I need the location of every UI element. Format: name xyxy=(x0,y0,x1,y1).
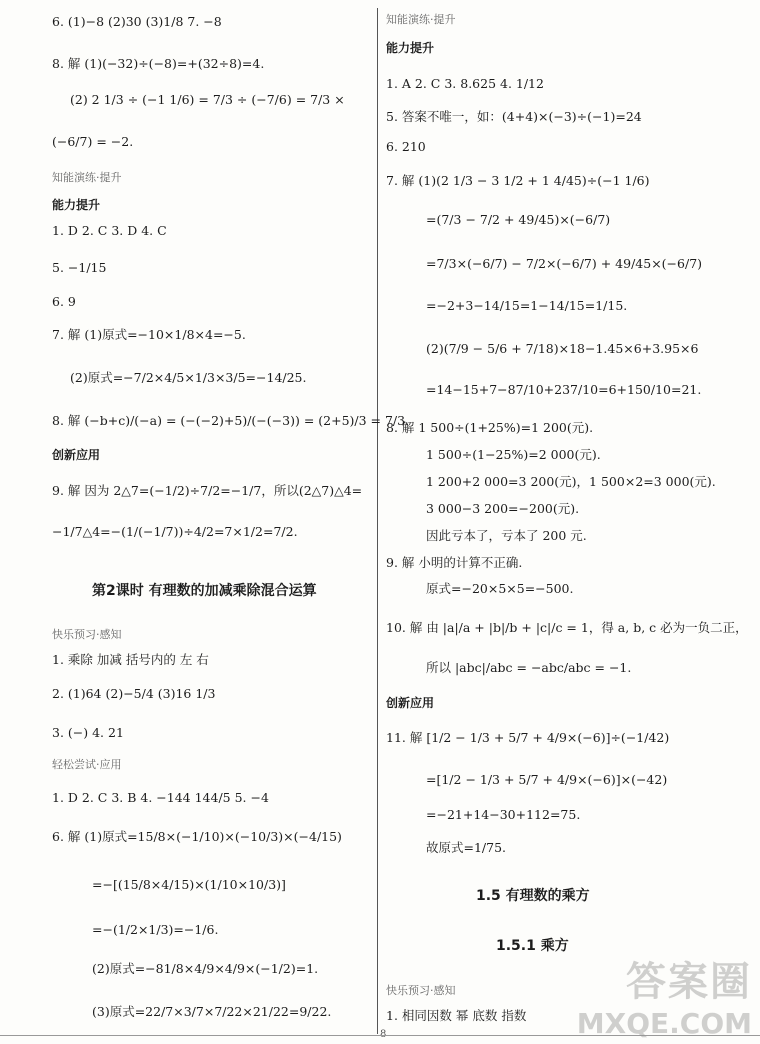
answer-line: 3 000−3 200=−200(元). xyxy=(426,501,580,516)
answer-line: 1. 相同因数 幂 底数 指数 xyxy=(386,1008,527,1023)
answer-line: 因此亏本了，亏本了 200 元. xyxy=(426,528,587,543)
answer-line: 1. A 2. C 3. 8.625 4. 1/12 xyxy=(386,76,544,91)
answer-line: 8. 解 (1)(−32)÷(−8)=+(32÷8)=4. xyxy=(52,56,265,71)
answer-line: =7/3×(−6/7) − 7/2×(−6/7) + 49/45×(−6/7) xyxy=(426,256,703,271)
answer-line: 2. (1)64 (2)−5/4 (3)16 1/3 xyxy=(52,686,216,701)
answer-line: 5. −1/15 xyxy=(52,260,107,275)
answer-line: (2)(7/9 − 5/6 + 7/18)×18−1.45×6+3.95×6 xyxy=(426,341,699,356)
section-label: 知能演练·提升 xyxy=(52,171,122,184)
answer-line: 10. 解 由 |a|/a + |b|/b + |c|/c = 1，得 a, b, c 必为一负二正， xyxy=(386,620,748,635)
answer-line: −1/7△4=−(1/(−1/7))÷4/2=7×1/2=7/2. xyxy=(52,524,298,539)
section-label: 轻松尝试·应用 xyxy=(52,758,122,771)
right-column xyxy=(386,0,748,1044)
lesson-title: 第2课时 有理数的加减乘除混合运算 xyxy=(92,583,317,599)
answer-line: 8. 解 (−b+c)/(−a) = (−(−2)+5)/(−(−3)) = (2+5)/3 = 7/3. xyxy=(52,413,410,428)
answer-line: 7. 解 (1)(2 1/3 − 3 1/2 + 1 4/45)÷(−1 1/6) xyxy=(386,173,650,188)
answer-line: 6. 解 (1)原式=15/8×(−1/10)×(−10/3)×(−4/15) xyxy=(52,829,342,844)
watermark: 答案圈 MXQE.COM xyxy=(576,959,752,1040)
section-title: 1.5 有理数的乘方 xyxy=(476,888,590,904)
answer-line: 6. 9 xyxy=(52,294,76,309)
answer-line: =(7/3 − 7/2 + 49/45)×(−6/7) xyxy=(426,212,611,227)
answer-line: (2)原式=−7/2×4/5×1/3×3/5=−14/25. xyxy=(70,370,307,385)
answer-line: =−[(15/8×4/15)×(1/10×10/3)] xyxy=(92,877,286,892)
answer-line: (−6/7) = −2. xyxy=(52,134,134,149)
answer-line: 1. D 2. C 3. D 4. C xyxy=(52,223,167,238)
section-heading: 能力提升 xyxy=(52,198,101,212)
answer-line: 9. 解 因为 2△7=(−1/2)÷7/2=−1/7，所以(2△7)△4= xyxy=(52,483,363,498)
answer-line: 1 200+2 000=3 200(元)，1 500×2=3 000(元). xyxy=(426,474,716,489)
answer-line: 7. 解 (1)原式=−10×1/8×4=−5. xyxy=(52,327,246,342)
section-heading: 创新应用 xyxy=(52,448,101,462)
answer-line: =−21+14−30+112=75. xyxy=(426,807,581,822)
answer-line: 8. 解 1 500÷(1+25%)=1 200(元). xyxy=(386,420,594,435)
section-label: 快乐预习·感知 xyxy=(52,628,122,641)
section-label: 知能演练·提升 xyxy=(386,13,456,26)
answer-line: 9. 解 小明的计算不正确. xyxy=(386,555,523,570)
column-divider xyxy=(377,8,378,1034)
subsection-title: 1.5.1 乘方 xyxy=(496,938,569,954)
answer-line: =−2+3−14/15=1−14/15=1/15. xyxy=(426,298,628,313)
answer-line: =14−15+7−87/10+237/10=6+150/10=21. xyxy=(426,382,702,397)
answer-line: 6. 210 xyxy=(386,139,426,154)
page-footer-rule xyxy=(0,1035,760,1044)
answer-line: 5. 答案不唯一，如：(4+4)×(−3)÷(−1)=24 xyxy=(386,109,642,124)
answer-line: (2)原式=−81/8×4/9×4/9×(−1/2)=1. xyxy=(92,961,319,976)
answer-line: 3. (−) 4. 21 xyxy=(52,725,124,740)
answer-line: (2) 2 1/3 ÷ (−1 1/6) = 7/3 ÷ (−7/6) = 7/3 × xyxy=(70,92,345,107)
section-heading: 能力提升 xyxy=(386,41,435,55)
answer-line: 1. 乘除 加减 括号内的 左 右 xyxy=(52,652,209,667)
answer-line: 所以 |abc|/abc = −abc/abc = −1. xyxy=(426,660,632,675)
answer-line: 1. D 2. C 3. B 4. −144 144/5 5. −4 xyxy=(52,790,269,805)
answer-line: 故原式=1/75. xyxy=(426,840,507,855)
answer-line: 6. (1)−8 (2)30 (3)1/8 7. −8 xyxy=(52,14,222,29)
answer-line: =−(1/2×1/3)=−1/6. xyxy=(92,922,219,937)
answer-line: (3)原式=22/7×3/7×7/22×21/22=9/22. xyxy=(92,1004,332,1019)
answer-line: 1 500÷(1−25%)=2 000(元). xyxy=(426,447,601,462)
page-number: 8 xyxy=(380,1029,387,1040)
answer-line: 原式=−20×5×5=−500. xyxy=(426,581,574,596)
answer-line: =[1/2 − 1/3 + 5/7 + 4/9×(−6)]×(−42) xyxy=(426,772,668,787)
answer-line: 11. 解 [1/2 − 1/3 + 5/7 + 4/9×(−6)]÷(−1/42) xyxy=(386,730,670,745)
section-heading: 创新应用 xyxy=(386,696,435,710)
section-label: 快乐预习·感知 xyxy=(386,984,456,997)
